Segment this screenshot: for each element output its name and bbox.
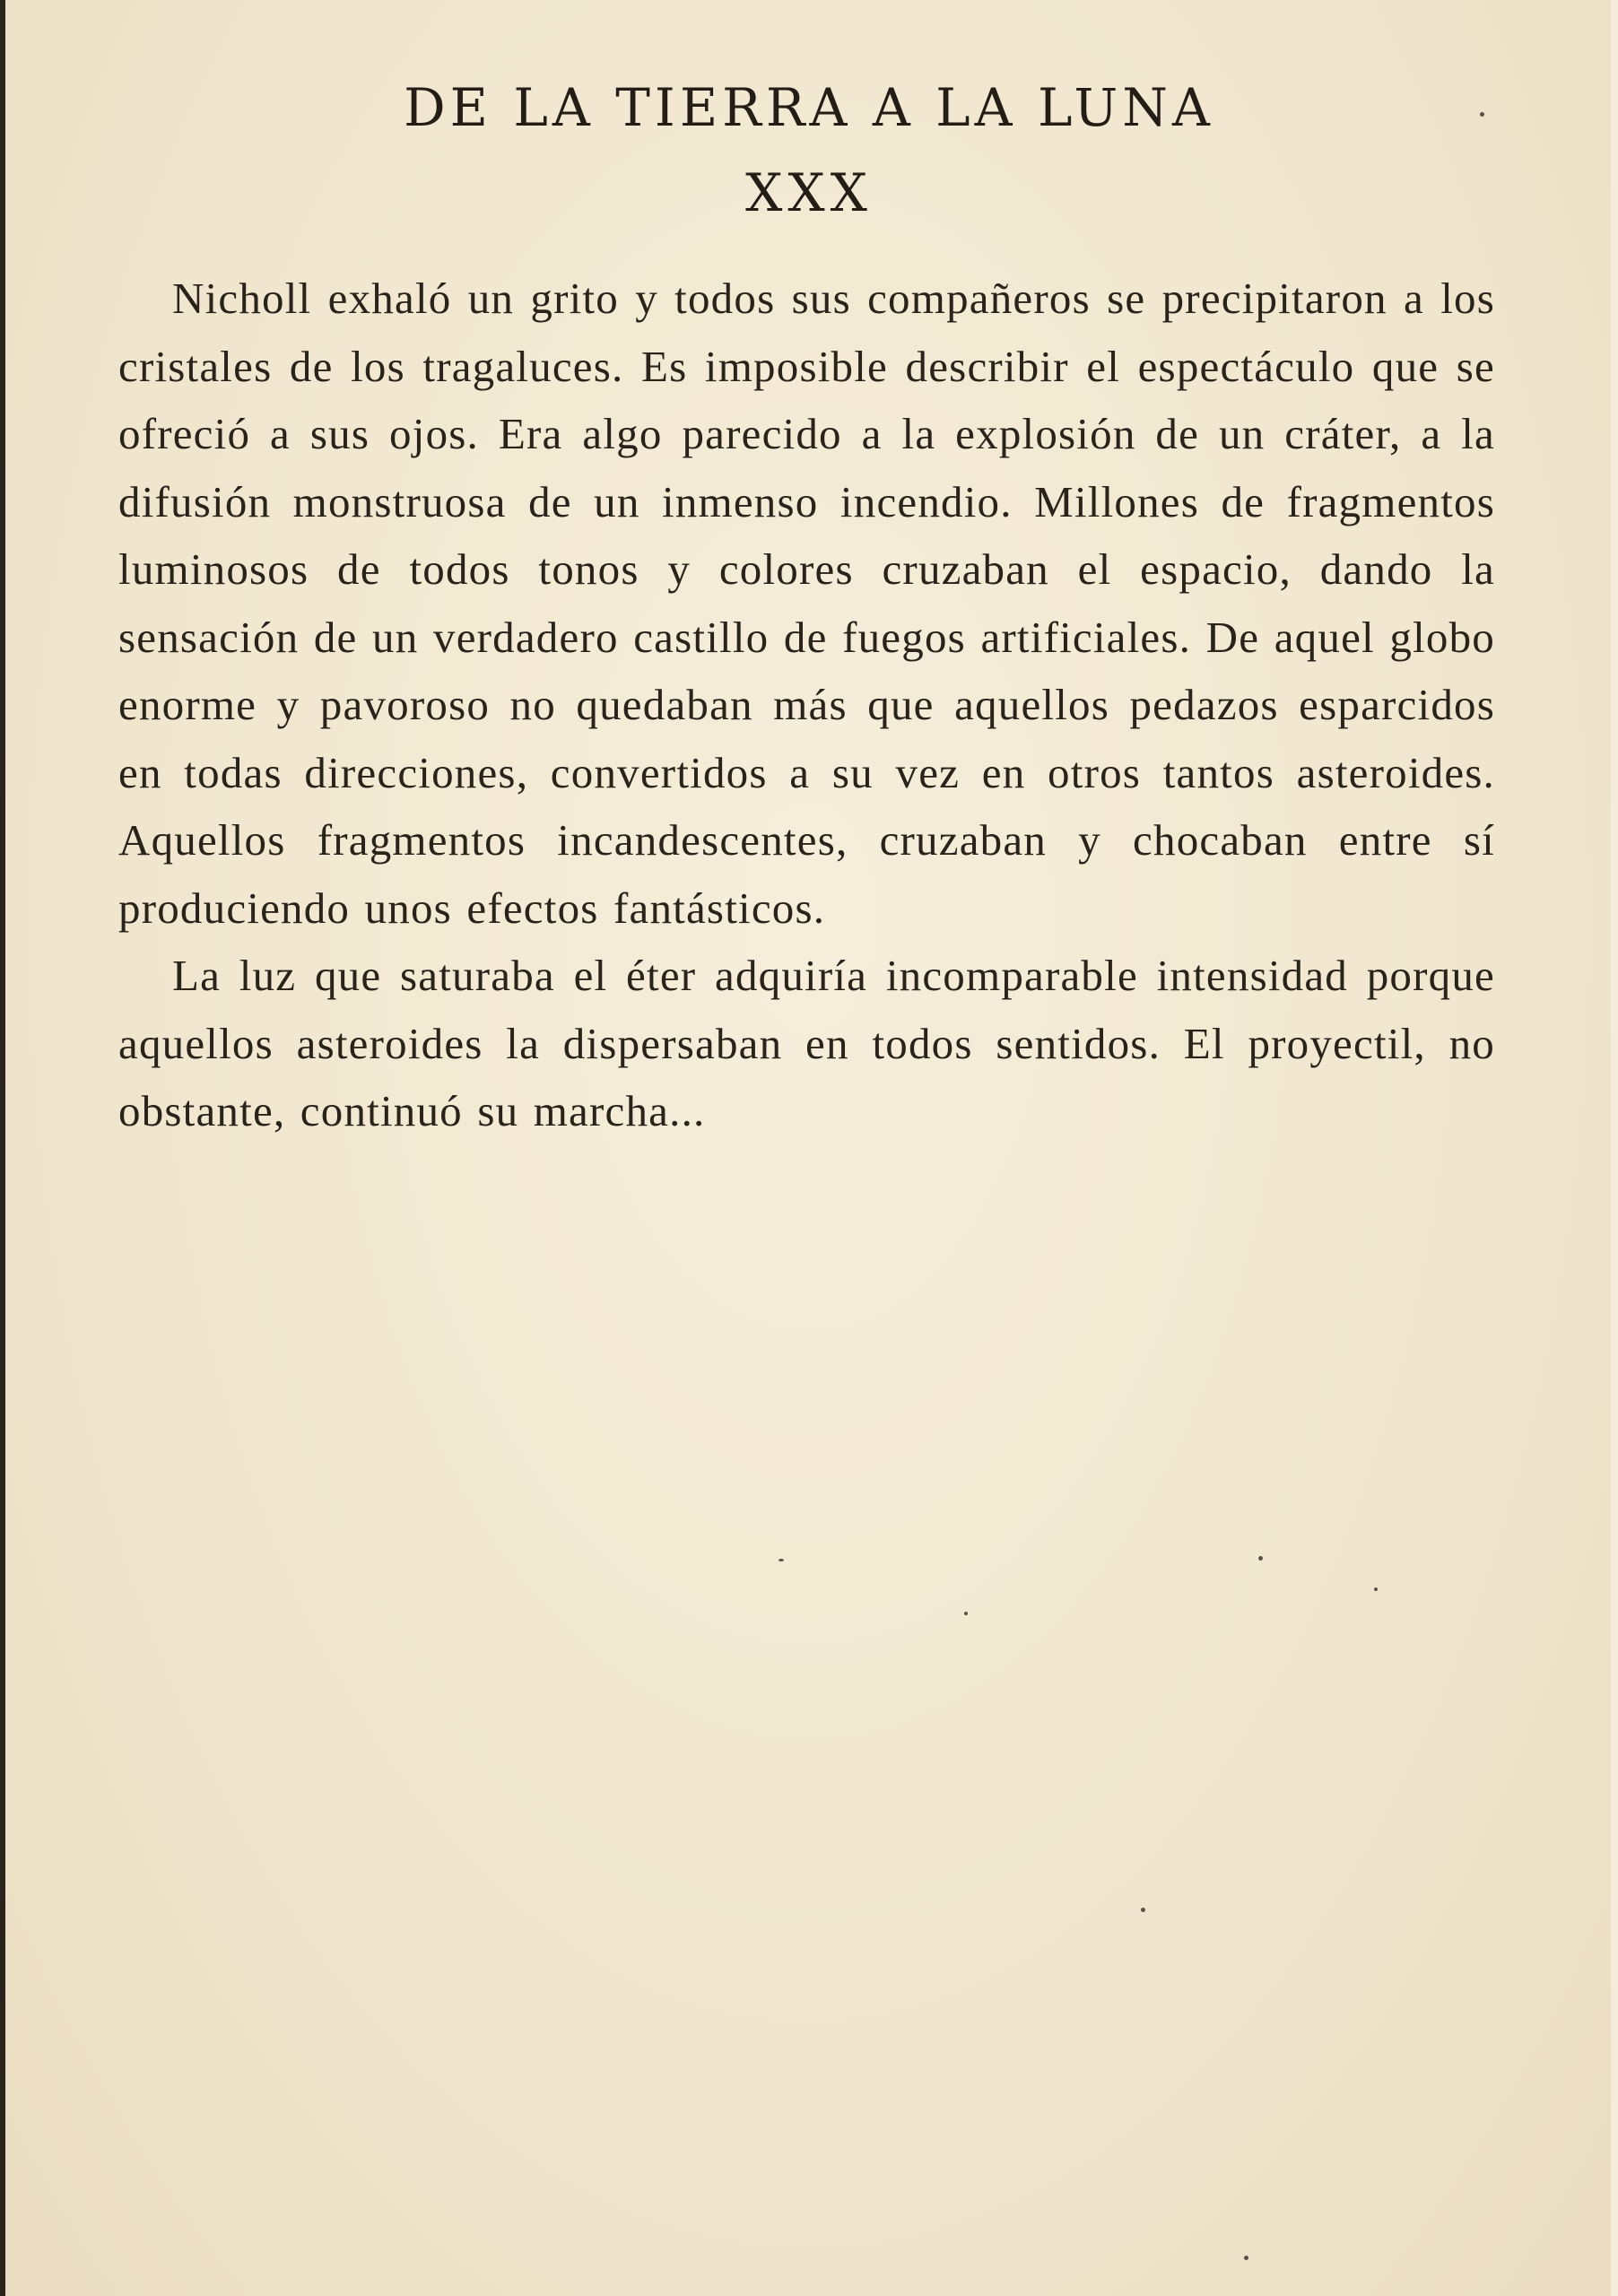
page-title: DE LA TIERRA A LA LUNA (404, 77, 1214, 138)
paper-speck (1244, 2256, 1248, 2260)
paper-speck (1258, 1556, 1263, 1561)
right-edge-border (1611, 0, 1618, 2296)
paper-speck (964, 1612, 968, 1615)
paper-speck (1374, 1587, 1378, 1591)
paragraph-2: La luz que saturaba el éter adquiría incomparable intensidad porque aquellos asteroides la dispersaban en todos sentidos. El proyectil, no obstante, continuó su marcha... (118, 951, 1495, 1135)
left-edge-border (0, 0, 5, 2296)
body-text (118, 265, 1495, 1145)
paper-speck (1480, 112, 1484, 117)
chapter-number: XXX (745, 162, 873, 223)
paragraph-1: Nicholl exhaló un grito y todos sus compañeros se precipitaron a los cristales de los tragaluces. Es imposible describir el espectáculo que se ofreció a sus ojos. Era algo parecido a la explosión de un cráter, a la difusión monstruosa de un inmenso incendio. Millones de fragmentos luminosos de todos tonos y colores cruzaban el espacio, dando la sensación de un verdadero castillo de fuegos artificiales. De aquel globo enorme y pavoroso no quedaban más que aquellos pedazos esparcidos en todas direcciones, convertidos a su vez en otros tantos asteroides. Aquellos fragmentos incandescentes, cruzaban y chocaban entre sí produciendo unos efectos fantásticos. (118, 274, 1495, 933)
paper-speck (1141, 1908, 1145, 1912)
paper-speck (779, 1559, 784, 1561)
